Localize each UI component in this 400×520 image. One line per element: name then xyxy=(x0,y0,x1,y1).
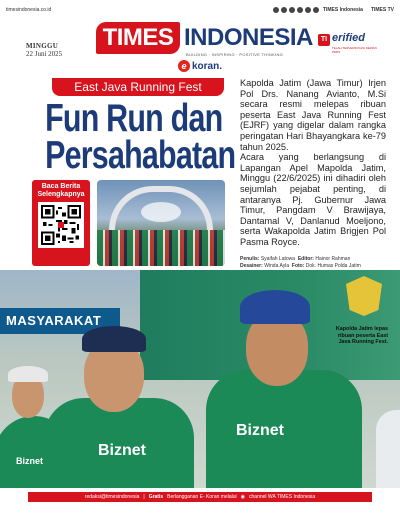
photo-label: Foto: xyxy=(291,263,305,269)
social-icons xyxy=(273,7,319,13)
smoke-effect xyxy=(141,202,181,222)
x-icon[interactable] xyxy=(289,7,295,13)
whatsapp-icon[interactable] xyxy=(313,7,319,13)
article-rubric: East Java Running Fest xyxy=(52,78,224,96)
footer-subscribe: Berlangganan E- Koran melalui xyxy=(167,494,237,500)
qr-label xyxy=(35,183,87,199)
person-kapolda xyxy=(206,286,362,488)
youtube-icon[interactable] xyxy=(305,7,311,13)
qr-code-icon[interactable] xyxy=(38,202,84,248)
article-headline xyxy=(45,97,236,177)
article-paragraph: Kapolda Jatim (Jawa Timur) Irjen Pol Drs. Nanang Avianto, M.Si secara resmi melepas ribuan peserta East Java Running Fest (EJRF) yang digelar dalam rangka peringatan Hari Bhayangkara ke-79 tahun 2025. xyxy=(240,78,386,152)
footer-free: Gratis xyxy=(148,494,164,500)
race-start-photo xyxy=(97,180,225,266)
background-banner: MASYARAKAT xyxy=(0,308,120,334)
photo-caption: Kapolda Jatim lepas ribuan peserta East Java Running Fest. xyxy=(335,326,388,346)
article-credits xyxy=(240,256,386,270)
editor-name: Hainor Rahman xyxy=(315,256,351,262)
writer-label: Penulis: xyxy=(240,256,260,262)
shirt-logo: Biznet xyxy=(16,456,43,466)
article-paragraph: Acara yang berlangsung di Lapangan Apel Mapolda Jatim, Minggu (22/6/2025) ini dihadiri oleh sejumlah pejabat penting, di antaranya Pj. Gubernur Jawa Timur, Pangdam V Brawijaya, Dantamal V, Danlanud Moeljono, serta Wakapolda Jatim Brigjen Pol Pasma Royce. xyxy=(240,152,386,247)
whatsapp-icon: ◉ xyxy=(240,494,246,500)
writer-name: Syaifah Latowa xyxy=(260,256,296,262)
instagram-icon[interactable] xyxy=(273,7,279,13)
verified-subtext: TELAH TERVERIFIKASI DEWAN PERS xyxy=(332,46,377,54)
verified-text: erified xyxy=(332,32,366,44)
top-bar xyxy=(0,0,400,20)
qr-label-line-1: Baca Berita xyxy=(41,183,81,190)
times-tv-label[interactable]: TIMES TV xyxy=(370,7,394,13)
ekoran-label: koran. xyxy=(192,60,223,72)
photo-credit: Dok. Humas Polda Jatim xyxy=(305,263,361,269)
ekoran-e-icon: e xyxy=(178,60,190,72)
shirt-logo: Biznet xyxy=(236,422,284,439)
edition-day: MINGGU xyxy=(26,42,59,50)
ti-badge-icon: TI xyxy=(318,34,330,46)
logo-indonesia: INDONESIA xyxy=(184,24,313,51)
headline-line-1: Fun Run dan xyxy=(45,97,223,140)
qr-label-line-2: Selengkapnya xyxy=(37,191,85,198)
footer-channel[interactable]: channel WA TIMES Indonesia xyxy=(249,494,316,500)
footer-email[interactable]: redaksi@timesindonesia xyxy=(84,494,140,500)
main-photo xyxy=(0,270,400,488)
designer-name: Winda Ayla xyxy=(264,263,290,269)
runner-crowd xyxy=(97,230,225,266)
headline-line-2: Persahabatan xyxy=(45,134,236,177)
facebook-icon[interactable] xyxy=(281,7,287,13)
site-url[interactable]: timesindonesia.co.id xyxy=(6,7,52,13)
masthead-logo xyxy=(96,22,313,60)
subscribe-bar[interactable]: redaksi@timesindonesia | Gratis Berlangganan E- Koran melalui ◉ channel WA TIMES Indonesia xyxy=(28,492,372,502)
verified-badge xyxy=(318,32,378,52)
edition-date-value: 22 Juni 2025 xyxy=(26,50,63,58)
logo-times: TIMES xyxy=(96,22,180,54)
article-body xyxy=(240,78,386,248)
footer xyxy=(0,488,400,520)
shirt-logo: Biznet xyxy=(98,442,146,459)
tiktok-icon[interactable] xyxy=(297,7,303,13)
person-right-edge xyxy=(376,390,400,488)
brand-name: TIMES Indonesia xyxy=(322,7,363,13)
logo-tagline: BUILDING · INSPIRING · POSITIVE THINKING xyxy=(186,52,284,57)
edition-date xyxy=(26,42,62,58)
person-center xyxy=(44,326,194,488)
ekoran-logo xyxy=(178,60,222,72)
read-more-qr-panel[interactable] xyxy=(32,180,90,266)
editor-label: Editor: xyxy=(297,256,314,262)
designer-label: Desainer: xyxy=(240,263,263,269)
